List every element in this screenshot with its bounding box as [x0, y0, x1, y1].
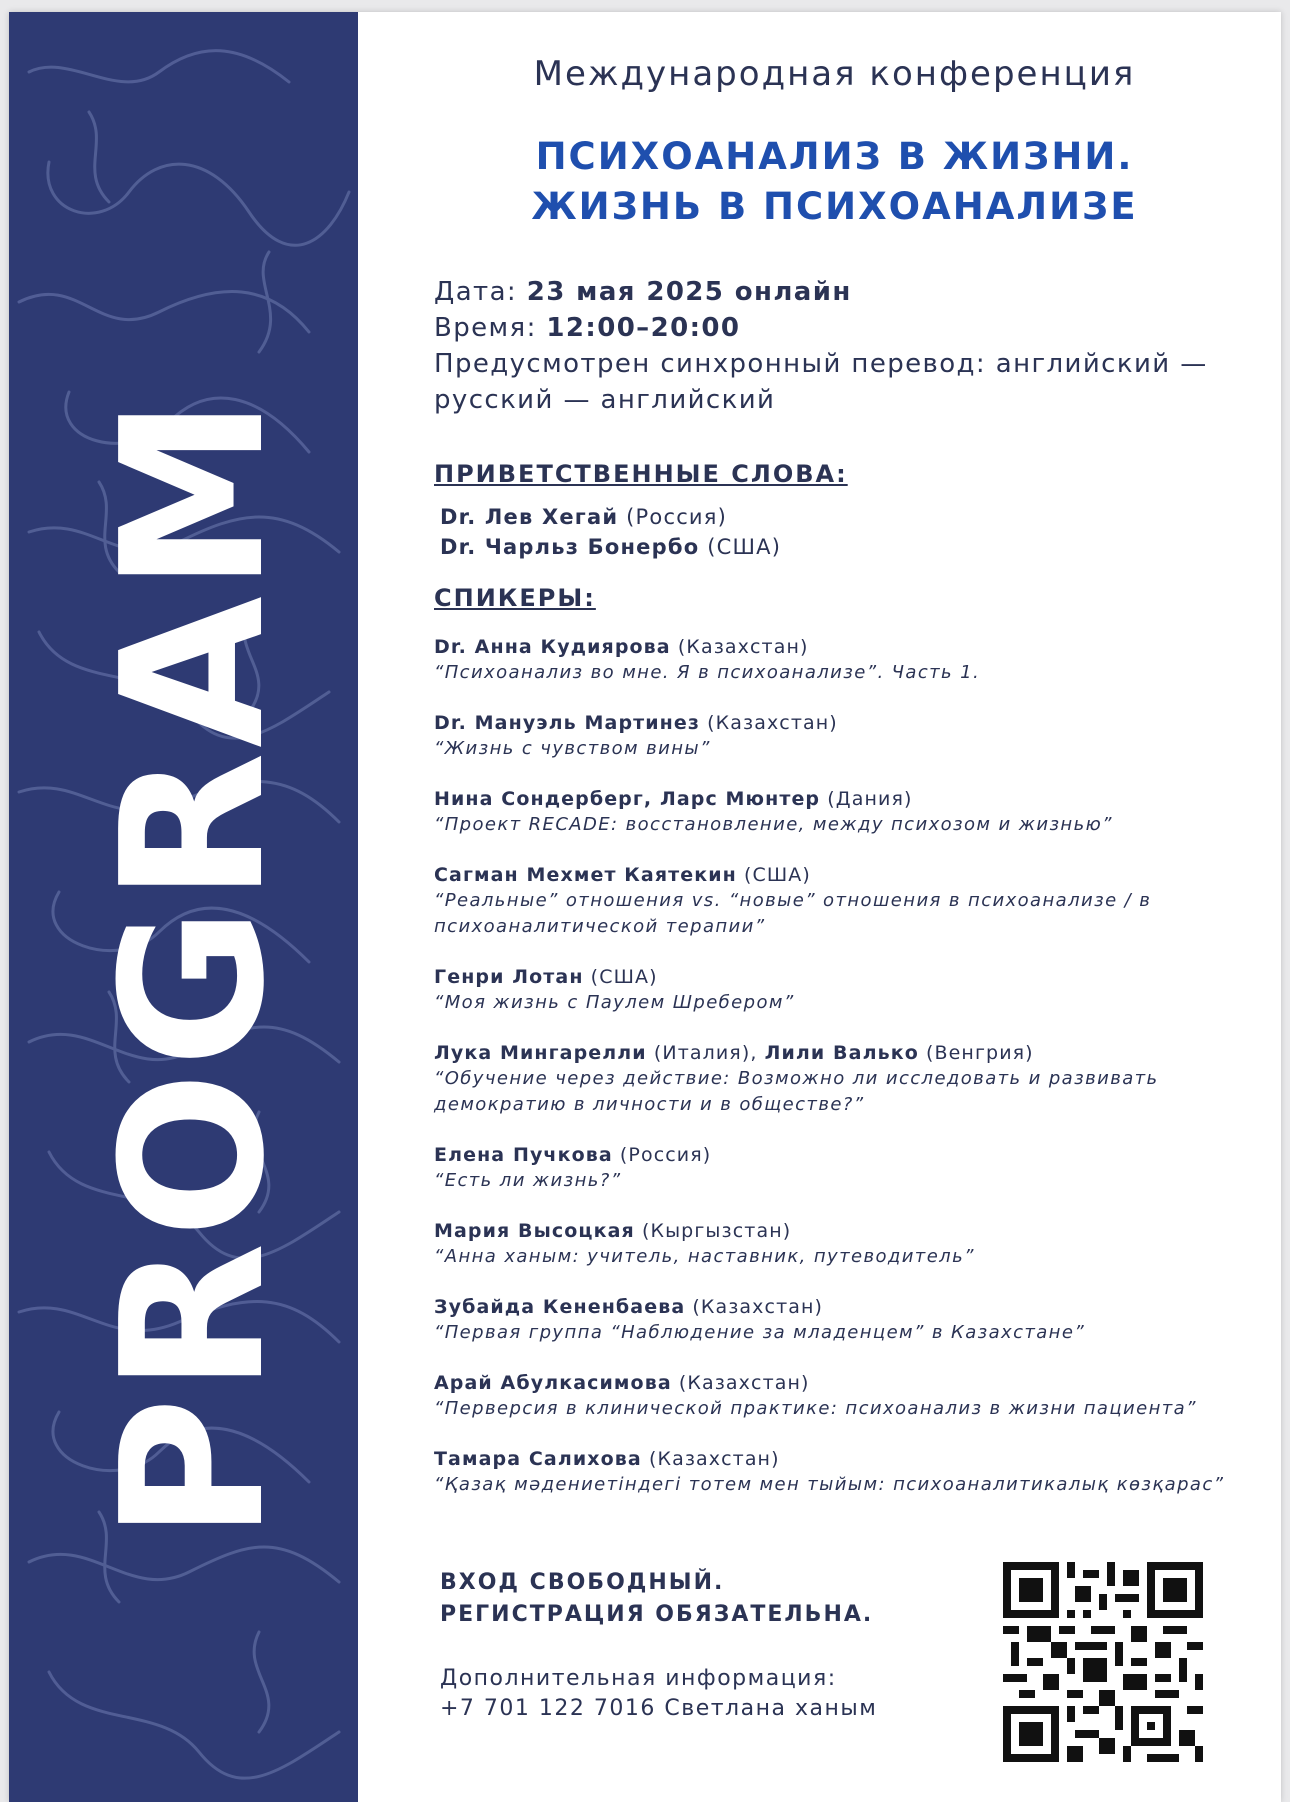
time-value: 12:00–20:00 — [546, 313, 741, 343]
welcome-country: (США) — [699, 535, 782, 559]
speaker-name: Зубайда Кененбаева — [434, 1296, 686, 1318]
welcome-name: Dr. Чарльз Бонербо — [440, 535, 700, 559]
speaker-talk: “Анна ханым: учитель, наставник, путеводитель” — [434, 1246, 975, 1267]
speaker-talk: “Есть ли жизнь?” — [434, 1170, 622, 1191]
welcome-heading: ПРИВЕТСТВЕННЫЕ СЛОВА: — [434, 460, 848, 488]
contact-phone[interactable]: +7 701 122 7016 Светлана ханым — [440, 1696, 878, 1721]
speaker-talk: “Қазақ мәдениетіндегі тотем мен тыйым: психоаналитикалық көзқарас” — [434, 1474, 1225, 1495]
registration-required-line: РЕГИСТРАЦИЯ ОБЯЗАТЕЛЬНА. — [440, 1602, 874, 1627]
date-value: 23 мая 2025 онлайн — [526, 277, 852, 307]
time-line — [434, 310, 1254, 346]
welcome-name: Dr. Лев Хегай — [440, 505, 619, 529]
speaker-name-line — [434, 964, 1254, 990]
speaker-country: (Казахстан) — [670, 636, 809, 658]
speaker-name-line — [434, 1370, 1254, 1396]
speaker-country-second: (Венгрия) — [918, 1042, 1034, 1064]
free-entry-line: ВХОД СВОБОДНЫЙ. — [440, 1570, 725, 1595]
speaker-name: Арай Абулкасимова — [434, 1372, 672, 1394]
speaker-item — [434, 1142, 1254, 1194]
welcome-list — [440, 502, 781, 562]
sidebar-panel — [9, 12, 358, 1802]
speaker-name: Тамара Салихова — [434, 1448, 642, 1470]
speaker-country: (США) — [736, 864, 811, 886]
speaker-name: Лука Мингарелли — [434, 1042, 647, 1064]
speaker-item — [434, 1218, 1254, 1270]
speaker-name: Dr. Анна Кудиярова — [434, 636, 671, 658]
speaker-name-line — [434, 862, 1254, 888]
contact-label: Дополнительная информация: — [440, 1666, 837, 1691]
speaker-country: (Дания) — [820, 788, 913, 810]
speaker-country: (Казахстан) — [700, 712, 838, 734]
speaker-talk: “Реальные” отношения vs. “новые” отношения в психоанализе / в психоаналитической терапии” — [434, 890, 1152, 937]
speaker-item — [434, 786, 1254, 838]
speaker-country: (Казахстан) — [641, 1448, 780, 1470]
welcome-person — [440, 502, 781, 532]
speaker-talk: “Жизнь с чувством вины” — [434, 738, 711, 759]
speaker-item — [434, 1370, 1254, 1422]
speaker-name: Dr. Мануэль Мартинез — [434, 712, 701, 734]
speaker-country: (Казахстан) — [671, 1372, 810, 1394]
speaker-country: (Казахстан) — [685, 1296, 824, 1318]
speaker-talk: “Проект RECADE: восстановление, между психозом и жизнью” — [434, 814, 1113, 835]
date-line — [434, 274, 1254, 310]
speaker-name-line — [434, 1294, 1254, 1320]
content-column — [358, 12, 1281, 1802]
speaker-item — [434, 1446, 1254, 1498]
time-label: Время: — [434, 313, 547, 343]
speaker-name-line — [434, 786, 1254, 812]
conference-title — [358, 132, 1281, 232]
date-label: Дата: — [434, 277, 527, 307]
speaker-name: Сагман Мехмет Каятекин — [434, 864, 737, 886]
speaker-talk: “Перверсия в клинической практике: психоанализ в жизни пациента” — [434, 1398, 1197, 1419]
speaker-item — [434, 862, 1254, 940]
speaker-name: Мария Высоцкая — [434, 1220, 635, 1242]
event-info — [434, 274, 1254, 418]
speaker-name-line — [434, 634, 1254, 660]
conference-kicker: Международная конференция — [533, 54, 1136, 94]
speaker-talk: “Моя жизнь с Паулем Шребером” — [434, 992, 795, 1013]
conference-title-line-2: ЖИЗНЬ В ПСИХОАНАЛИЗЕ — [531, 185, 1138, 228]
speaker-talk: “Обучение через действие: Возможно ли исследовать и развивать демократию в личности и в обществе?” — [434, 1068, 1159, 1115]
conference-title-line-1: ПСИХОАНАЛИЗ В ЖИЗНИ. — [535, 135, 1134, 178]
speaker-country: (Россия) — [612, 1144, 712, 1166]
registration-note — [440, 1567, 873, 1631]
welcome-person — [440, 532, 781, 562]
speaker-item — [434, 1294, 1254, 1346]
contact-info — [440, 1664, 877, 1724]
speaker-name-line — [434, 1142, 1254, 1168]
speaker-item — [434, 1040, 1254, 1118]
speakers-list — [434, 634, 1254, 1522]
speaker-item — [434, 634, 1254, 686]
speaker-country: (США) — [583, 966, 658, 988]
speaker-country: (Италия), — [646, 1042, 765, 1064]
speaker-name: Генри Лотан — [434, 966, 584, 988]
speaker-name-line — [434, 1040, 1254, 1066]
speaker-item — [434, 710, 1254, 762]
speaker-name-line — [434, 1218, 1254, 1244]
speaker-country: (Кыргызстан) — [634, 1220, 792, 1242]
speakers-heading: СПИКЕРЫ: — [434, 584, 596, 612]
speaker-talk: “Первая группа “Наблюдение за младенцем” в Казахстане” — [434, 1322, 1086, 1343]
speaker-talk: “Психоанализ во мне. Я в психоанализе”. Часть 1. — [434, 662, 981, 683]
translation-note: Предусмотрен синхронный перевод: английский — русский — английский — [434, 349, 1208, 415]
speaker-name: Елена Пучкова — [434, 1144, 613, 1166]
program-sheet — [9, 12, 1281, 1802]
welcome-country: (Россия) — [618, 505, 728, 529]
speaker-name-line — [434, 1446, 1254, 1472]
speaker-name-second: Лили Валько — [764, 1042, 919, 1064]
speaker-name-line — [434, 710, 1254, 736]
qr-code-icon[interactable] — [1003, 1562, 1203, 1762]
speaker-name: Нина Сондерберг, Ларс Мюнтер — [434, 788, 821, 810]
program-vertical-title: PROGRAM — [79, 393, 308, 1541]
speaker-item — [434, 964, 1254, 1016]
